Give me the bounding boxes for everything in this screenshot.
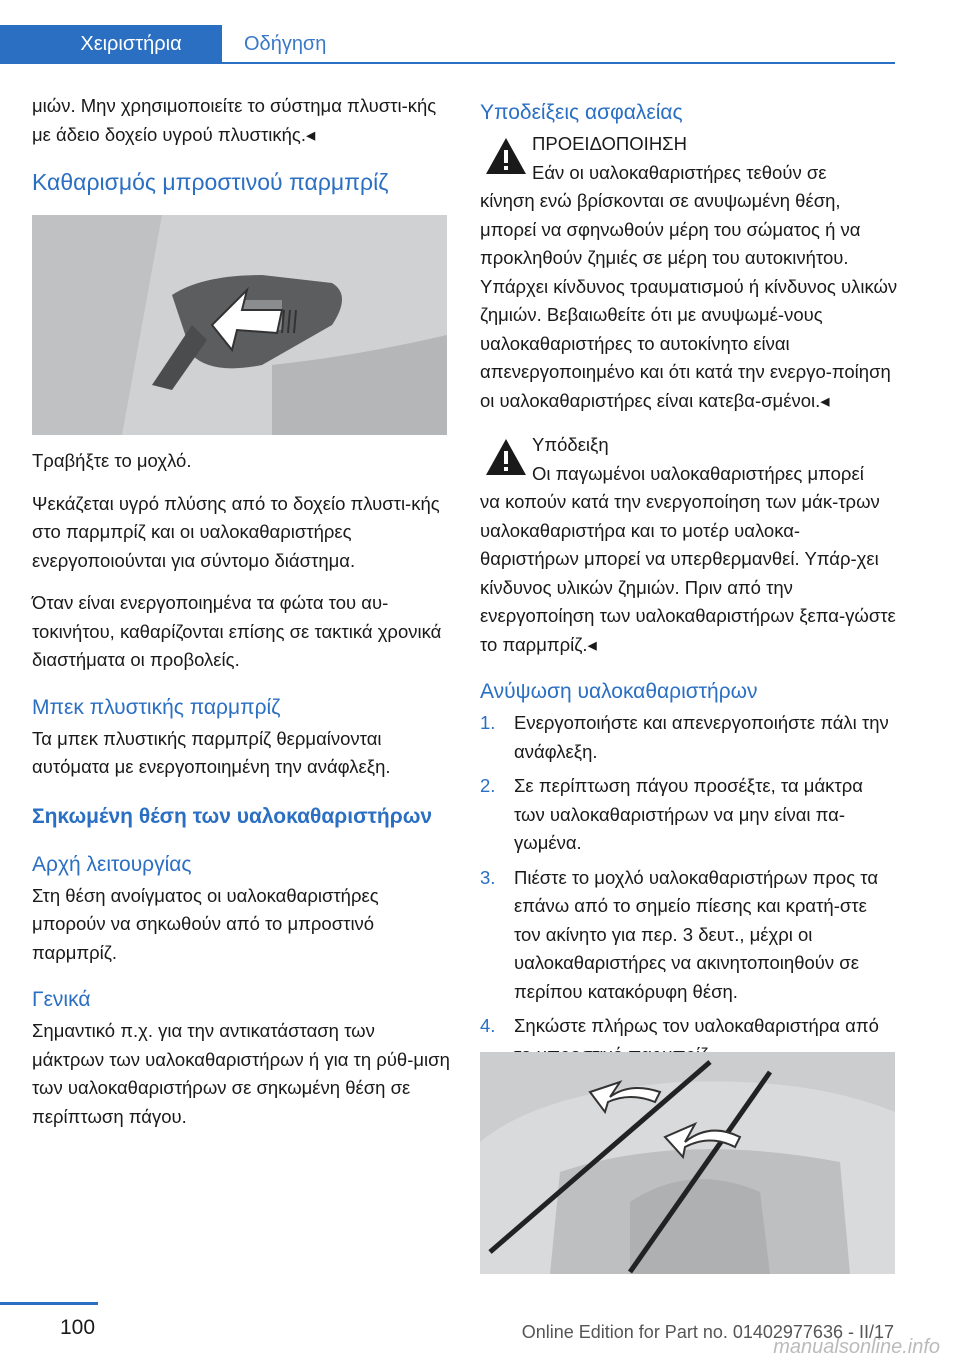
warning-block bbox=[480, 130, 898, 187]
list-item bbox=[480, 709, 898, 766]
heading-safety-notes: Υποδείξεις ασφαλείας bbox=[480, 101, 683, 124]
heading-raised-position: Σηκωμένη θέση των υαλοκαθαριστήρων bbox=[32, 804, 433, 828]
tab-divider bbox=[0, 62, 895, 64]
step-text: Ενεργοποιήστε και απενεργοποιήστε πάλι την ανάφλεξη. bbox=[514, 712, 889, 762]
steps-list bbox=[480, 709, 898, 1069]
notice-icon bbox=[480, 437, 532, 477]
heading-front-washing: Καθαρισμός μπροστινού παρμπρίζ bbox=[32, 169, 389, 195]
step-number: 2. bbox=[480, 775, 496, 796]
chapter-tabs bbox=[0, 0, 960, 64]
left-column bbox=[32, 92, 452, 1145]
step-text: Σε περίπτωση πάγου προσέξτε, τα μάκτρα των υαλοκαθαριστήρων να μην είναι πα-γωμένα. bbox=[514, 775, 863, 853]
notice-title: Υπόδειξη bbox=[532, 434, 609, 455]
spray-text: Ψεκάζεται υγρό πλύσης από το δοχείο πλυστι-κής στο παρμπρίζ και οι υαλοκαθαριστήρες ενεργοποιούνται για σύντομο διάστημα. bbox=[32, 492, 440, 571]
intro-text: μιών. Μην χρησιμοποιείτε το σύστημα πλυστι-κής με άδειο δοχείο υγρού πλυστικής.◂ bbox=[32, 95, 437, 145]
tab-driving[interactable]: Οδήγηση bbox=[244, 32, 327, 55]
wiper-lever-photo bbox=[32, 215, 447, 435]
heading-lift-wipers: Ανύψωση υαλοκαθαριστήρων bbox=[480, 680, 758, 703]
heading-general: Γενικά bbox=[32, 988, 91, 1011]
warning-first-line: Εάν οι υαλοκαθαριστήρες τεθούν σε bbox=[532, 161, 827, 183]
watermark: manualsonline.info bbox=[773, 1336, 940, 1358]
step-number: 4. bbox=[480, 1015, 496, 1036]
step-number: 3. bbox=[480, 866, 496, 888]
notice-first-line: Οι παγωμένοι υαλοκαθαριστήρες μπορεί bbox=[532, 462, 864, 484]
heading-washer-nozzles: Μπεκ πλυστικής παρμπρίζ bbox=[32, 695, 281, 719]
edition-footer: Online Edition for Part no. 01402977636 - II/17 bbox=[521, 1322, 894, 1342]
headlights-text: Όταν είναι ενεργοποιημένα τα φώτα του αυ-τοκινήτου, καθαρίζονται επίσης σε τακτικά χρονικά διαστήματα οι προβολείς. bbox=[32, 592, 442, 670]
principle-text: Στη θέση ανοίγματος οι υαλοκαθαριστήρες μπορούν να σηκωθούν από το μπροστινό παρμπρίζ. bbox=[32, 884, 379, 963]
step-text: Πιέστε το μοχλό υαλοκαθαριστήρων προς τα επάνω από το σημείο πίεσης και κρατή-στε τον ακίνητο για περ. 3 δευτ., μέχρι οι υαλοκαθαριστήρες να ακινητοποιηθούν σε περίπου κατακόρυφη θέση. bbox=[514, 866, 879, 1002]
right-column bbox=[480, 92, 898, 1075]
warning-body: κίνηση ενώ βρίσκονται σε ανυψωμένη θέση, μπορεί να σφηνωθούν μέρη του σώματος ή να προκληθούν ζημιές σε μέρη του αυτοκινήτου. Υπάρχει κίνδυνος τραυματισμού ή κίνδυνος υλικών ζημιών. Βεβαιωθείτε ότι με ανυψωμέ-νους υαλοκαθαριστήρες το αυτοκίνητο είναι απενεργοποιημένο και ότι κατά την ενεργο-ποίηση οι υαλοκαθαριστήρες είναι κατεβα-σμένοι.◂ bbox=[480, 190, 898, 411]
list-item bbox=[480, 864, 898, 1007]
notice-block bbox=[480, 431, 898, 488]
page-number-rule bbox=[0, 1302, 98, 1305]
warning-icon bbox=[480, 136, 532, 176]
warning-title: ΠΡΟΕΙΔΟΠΟΙΗΣΗ bbox=[532, 133, 687, 154]
step-number: 1. bbox=[480, 712, 496, 733]
pull-lever-text: Τραβήξτε το μοχλό. bbox=[32, 450, 192, 471]
general-text: Σημαντικό π.χ. για την αντικατάσταση των μάκτρων των υαλοκαθαριστήρων ή για τη ρύθ-μιση των υαλοκαθαριστήρων σε σηκωμένη θέση σε περίπτωση πάγου. bbox=[32, 1020, 450, 1127]
list-item bbox=[480, 772, 898, 858]
notice-body: να κοπούν κατά την ενεργοποίηση των μάκ-τρων υαλοκαθαριστήρα και το μοτέρ υαλοκα-θαριστήρων μπορεί να υπερθερμανθεί. Υπάρ-χει κίνδυνος υλικών ζημιών. Πριν από την ενεργοποίηση των υαλοκαθαριστήρων ξεπα-γώστε το παρμπρίζ.◂ bbox=[480, 491, 896, 655]
raised-wipers-photo bbox=[480, 1052, 895, 1274]
heading-principle: Αρχή λειτουργίας bbox=[32, 852, 192, 876]
page-number: 100 bbox=[60, 1316, 96, 1339]
step-text: Σηκώστε πλήρως τον υαλοκαθαριστήρα από bbox=[514, 1015, 879, 1036]
nozzles-text: Τα μπεκ πλυστικής παρμπρίζ θερμαίνονται αυτόματα με ενεργοποιημένη την ανάφλεξη. bbox=[32, 727, 391, 777]
tab-controls[interactable]: Χειριστήρια bbox=[0, 25, 222, 63]
